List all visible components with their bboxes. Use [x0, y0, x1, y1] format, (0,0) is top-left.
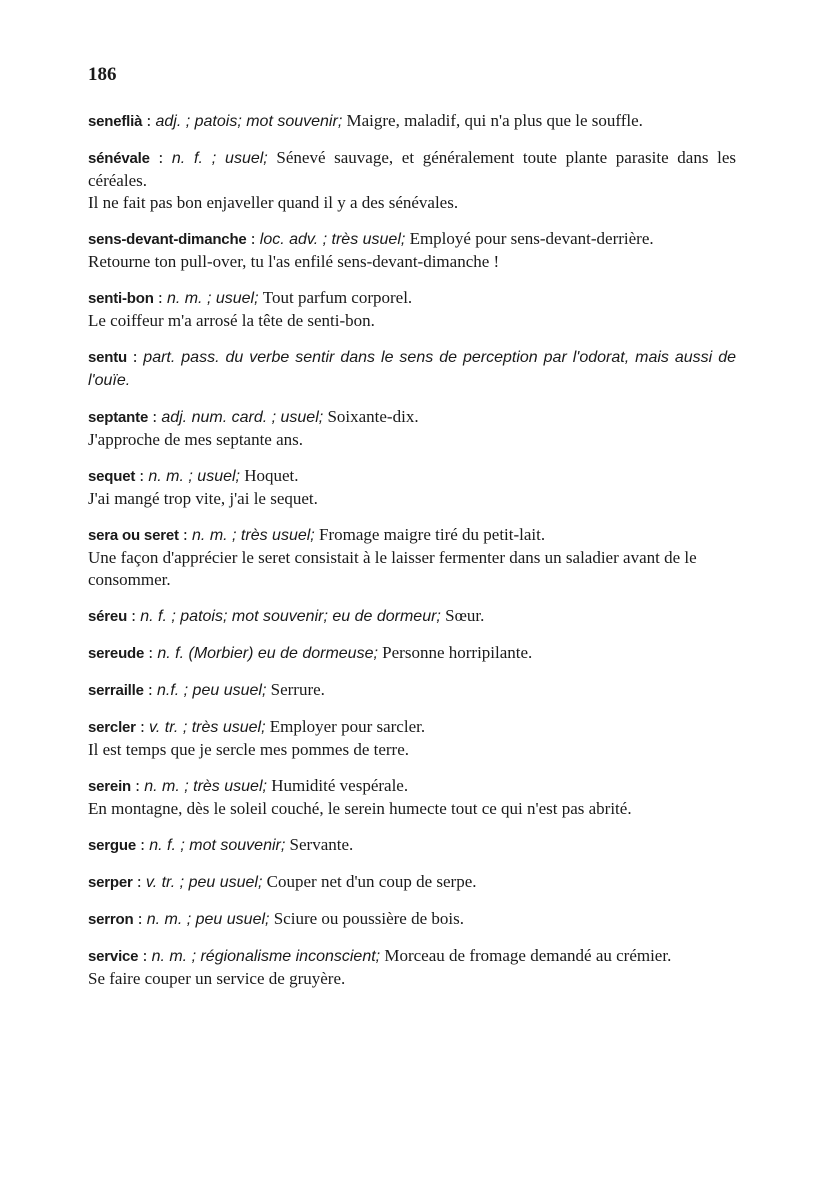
entry-definition-line — [88, 871, 736, 894]
entry-headword: sera ou seret — [88, 527, 179, 544]
dictionary-entry — [88, 775, 736, 820]
entry-grammar: n. m. ; très usuel; — [144, 778, 267, 795]
entry-definition: Employer pour sarcler. — [269, 717, 426, 736]
entry-definition: Sénevé sauvage, et généralement toute plante parasite dans les céréales. — [88, 148, 736, 190]
entry-grammar: v. tr. ; très usuel; — [149, 719, 266, 736]
entry-headword: seneflià — [88, 113, 143, 130]
dictionary-entry — [88, 908, 736, 931]
dictionary-entry — [88, 605, 736, 628]
entry-headword: sénévale — [88, 150, 150, 167]
entry-definition: Humidité vespérale. — [271, 776, 409, 795]
entry-headword: senti-bon — [88, 290, 154, 307]
entry-definition-line — [88, 406, 736, 429]
headword-separator: : — [127, 347, 144, 366]
entry-grammar: n. m. ; régionalisme inconscient; — [151, 948, 381, 965]
entry-definition-line — [88, 287, 736, 310]
entry-grammar: loc. adv. ; très usuel; — [259, 231, 406, 248]
headword-separator: : — [135, 466, 149, 485]
entry-headword: serper — [88, 874, 133, 891]
dictionary-entry — [88, 406, 736, 451]
entry-definition: Fromage maigre tiré du petit-lait. — [319, 525, 546, 544]
entry-definition: Serrure. — [270, 680, 325, 699]
entry-headword: service — [88, 948, 139, 965]
entry-headword: sens-devant-dimanche — [88, 231, 247, 248]
entry-definition-line — [88, 945, 736, 968]
entry-definition: Employé pour sens-devant-derrière. — [409, 229, 654, 248]
entry-definition-line — [88, 228, 736, 251]
entry-definition: Sœur. — [445, 606, 485, 625]
headword-separator: : — [246, 229, 260, 248]
dictionary-entry — [88, 642, 736, 665]
entry-example: Il ne fait pas bon enjaveller quand il y a des sénévales. — [88, 193, 459, 212]
entry-grammar: n. f. ; patois; mot souvenir; eu de dormeur; — [140, 608, 441, 625]
entry-grammar: v. tr. ; peu usuel; — [145, 874, 263, 891]
dictionary-entry — [88, 871, 736, 894]
entry-definition: Sciure ou poussière de bois. — [273, 909, 464, 928]
dictionary-entry — [88, 346, 736, 392]
entry-definition-line — [88, 110, 736, 133]
headword-separator: : — [148, 407, 162, 426]
headword-separator: : — [143, 680, 157, 699]
headword-separator: : — [132, 872, 146, 891]
entry-definition-line — [88, 642, 736, 665]
entry-list — [88, 110, 736, 1004]
entry-headword: séreu — [88, 608, 128, 625]
entry-headword: sequet — [88, 468, 136, 485]
headword-separator: : — [142, 111, 156, 130]
entry-headword: serein — [88, 778, 131, 795]
entry-grammar: n. m. ; usuel; — [148, 468, 240, 485]
headword-separator: : — [127, 606, 141, 625]
entry-headword: serraille — [88, 682, 144, 699]
headword-separator: : — [178, 525, 193, 544]
dictionary-entry — [88, 524, 736, 591]
entry-headword: serron — [88, 911, 134, 928]
entry-definition: Servante. — [289, 835, 354, 854]
dictionary-entry — [88, 147, 736, 214]
dictionary-entry — [88, 110, 736, 133]
dictionary-entry — [88, 228, 736, 273]
dictionary-entry — [88, 945, 736, 990]
entry-headword: sereude — [88, 645, 145, 662]
entry-definition-line — [88, 605, 736, 628]
entry-example: Le coiffeur m'a arrosé la tête de senti-bon. — [88, 311, 375, 330]
entry-grammar: part. pass. du verbe sentir dans le sens de perception par l'odorat, mais aussi de l'ouïe. — [88, 349, 736, 389]
entry-definition: Tout parfum corporel. — [262, 288, 413, 307]
entry-grammar: n. m. ; très usuel; — [192, 527, 315, 544]
headword-separator: : — [138, 946, 152, 965]
entry-example: En montagne, dès le soleil couché, le serein humecte tout ce qui n'est pas abrité. — [88, 799, 632, 818]
headword-separator: : — [153, 288, 167, 307]
page-number: 186 — [88, 64, 117, 85]
entry-definition: Couper net d'un coup de serpe. — [266, 872, 477, 891]
entry-definition-line — [88, 524, 736, 547]
entry-grammar: n. f. ; mot souvenir; — [149, 837, 286, 854]
headword-separator: : — [136, 835, 150, 854]
entry-headword: sergue — [88, 837, 136, 854]
entry-example: Il est temps que je sercle mes pommes de terre. — [88, 740, 409, 759]
dictionary-entry — [88, 834, 736, 857]
entry-grammar: n. f. ; usuel; — [171, 150, 268, 167]
entry-definition-line — [88, 716, 736, 739]
entry-grammar: n. m. ; usuel; — [166, 290, 259, 307]
entry-definition: Morceau de fromage demandé au crémier. — [384, 946, 672, 965]
dictionary-entry — [88, 716, 736, 761]
entry-grammar: adj. ; patois; mot souvenir; — [155, 113, 343, 130]
entry-grammar: n. f. (Morbier) eu de dormeuse; — [157, 645, 378, 662]
dictionary-entry — [88, 465, 736, 510]
entry-definition-line — [88, 679, 736, 702]
headword-separator: : — [133, 909, 147, 928]
entry-headword: sercler — [88, 719, 136, 736]
dictionary-entry — [88, 679, 736, 702]
headword-separator: : — [135, 717, 150, 736]
entry-grammar: adj. num. card. ; usuel; — [161, 409, 324, 426]
entry-example: J'ai mangé trop vite, j'ai le sequet. — [88, 489, 318, 508]
headword-separator: : — [149, 148, 172, 167]
entry-example: Se faire couper un service de gruyère. — [88, 969, 346, 988]
entry-definition: Hoquet. — [244, 466, 299, 485]
entry-definition-line — [88, 908, 736, 931]
entry-example: Retourne ton pull-over, tu l'as enfilé sens-devant-dimanche ! — [88, 252, 500, 271]
entry-definition: Soixante-dix. — [327, 407, 419, 426]
entry-definition-line — [88, 465, 736, 488]
entry-definition: Maigre, maladif, qui n'a plus que le souffle. — [346, 111, 643, 130]
entry-example: J'approche de mes septante ans. — [88, 430, 304, 449]
entry-definition-line — [88, 147, 736, 192]
entry-definition: Personne horripilante. — [382, 643, 533, 662]
entry-headword: septante — [88, 409, 149, 426]
headword-separator: : — [131, 776, 145, 795]
entry-grammar: n. m. ; peu usuel; — [146, 911, 270, 928]
entry-headword: sentu — [88, 349, 128, 366]
headword-separator: : — [144, 643, 158, 662]
dictionary-entry — [88, 287, 736, 332]
entry-example: Une façon d'apprécier le seret consistait à le laisser fermenter dans un saladier avant de le consommer. — [88, 548, 697, 589]
entry-definition-line — [88, 346, 736, 392]
entry-definition-line — [88, 834, 736, 857]
entry-definition-line — [88, 775, 736, 798]
entry-grammar: n.f. ; peu usuel; — [156, 682, 267, 699]
